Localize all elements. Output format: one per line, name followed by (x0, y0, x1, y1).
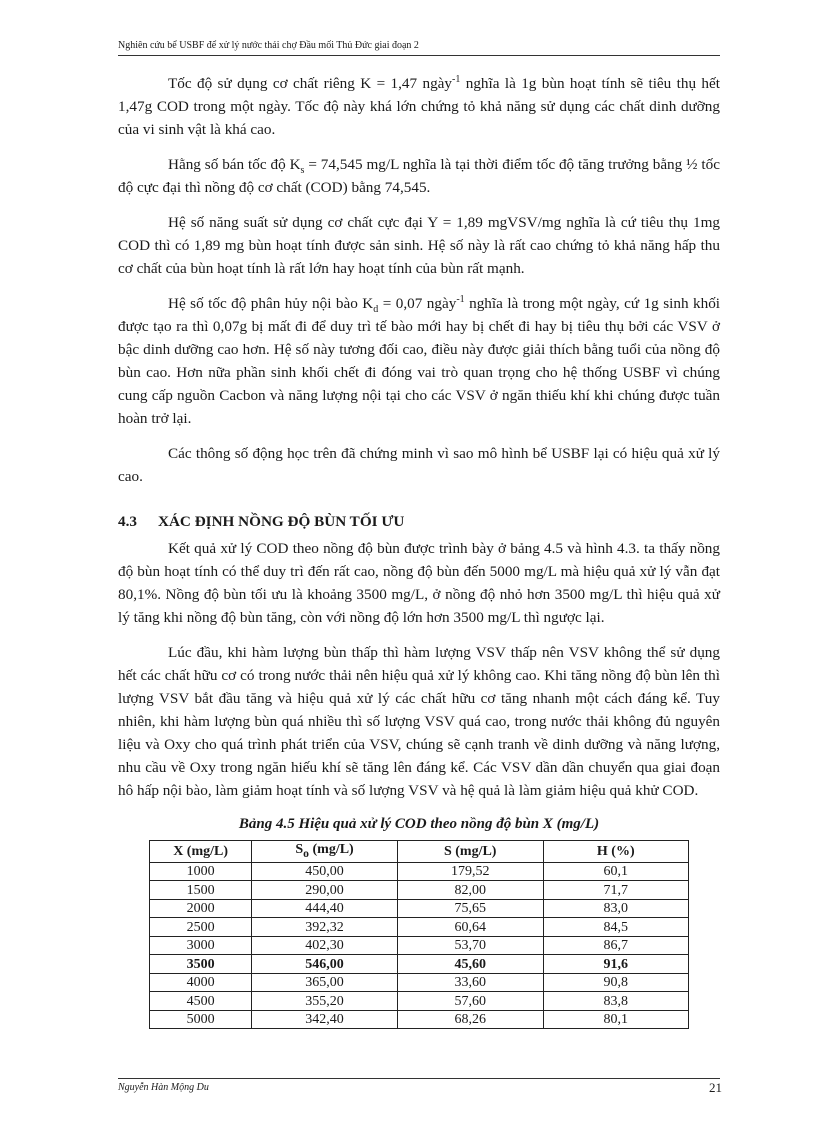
header-x: X (mg/L) (150, 841, 252, 863)
header-h: H (%) (543, 841, 688, 863)
table-caption: Bảng 4.5 Hiệu quả xử lý COD theo nồng độ bùn X (mg/L) (238, 816, 600, 832)
paragraph-decay-coefficient: Hệ số tốc độ phân hủy nội bào $K_d = 0,07$ ngày$^{-1}$ nghĩa là trong một ngày, cứ 1g sinh khối được tạo ra thì 0,07g bị mất đi để duy trì tế bào mới hay bị chết đi hay bị tiêu thụ bởi các VSV ở bậc dinh dưỡng cao hơn. Hệ số này tương đối cao, điều này được giải thích bằng tuổi của nồng độ bùn cao. Hơn nữa phần sinh khối chết đi đóng vai trò quan trọng cho hệ thống USBF vì chúng cung cấp nguồn Cacbon và năng lượng nội tại cho các VSV ở ngăn thiếu khí khi chúng được tuần hoàn trở lại. (118, 293, 721, 427)
table-row: 4500 355,20 57,60 83,8 (150, 992, 689, 1011)
header-title: Nghiên cứu bể USBF để xử lý nước thải chợ Đầu mối Thủ Đức giai đoạn 2 (118, 40, 419, 51)
paragraph-specific-rate: Tốc độ sử dụng cơ chất riêng K = 1,47 ngày$^{-1}$ nghĩa là 1g bùn hoạt tính sẽ tiêu thụ hết 1,47g COD trong một ngày. Tốc độ này khá lớn chứng tỏ khả năng sử dụng các chất dinh dưỡng của vi sinh vật là khá cao. (118, 73, 720, 138)
table-row: 1000 450,00 179,52 60,1 (150, 862, 689, 881)
table-row: 5000 342,40 68,26 80,1 (150, 1010, 689, 1029)
paragraph-conclusion: Các thông số động học trên đã chứng minh vì sao mô hình bể USBF lại có hiệu quả xử lý cao. (118, 445, 720, 485)
cod-efficiency-table (149, 840, 689, 1029)
footer-divider (118, 1078, 720, 1079)
header-s: S (mg/L) (397, 841, 543, 863)
table-row: 1500 290,00 82,00 71,7 (150, 881, 689, 900)
paragraph-yield-coefficient: Hệ số năng suất sử dụng cơ chất cực đại Y = 1,89 mgVSV/mg nghĩa là cứ tiêu thụ 1mg COD thì có 1,89 mg bùn hoạt tính được sản sinh. Hệ số này là rất cao chứng tỏ khả năng hấp thu cơ chất của bùn hoạt tính là rất lớn hay hoạt tính của bùn rất mạnh. (118, 214, 720, 277)
footer-author: Nguyễn Hàn Mộng Du (118, 1082, 209, 1093)
table-row-optimal: 3500 546,00 45,60 91,6 (150, 955, 689, 974)
section-title: XÁC ĐỊNH NỒNG ĐỘ BÙN TỐI ƯU (158, 513, 405, 530)
paragraph-sludge-explanation: Lúc đầu, khi hàm lượng bùn thấp thì hàm lượng VSV thấp nên VSV không thể sử dụng hết các chất hữu cơ có trong nước thải nên hiệu quả xử lý không cao. Khi tăng nồng độ bùn lên thì lượng VSV bắt đầu tăng và hiệu quả xử lý các chất hữu cơ tăng nhanh một cách đáng kể. Tuy nhiên, khi hàm lượng bùn quá nhiều thì số lượng VSV quá cao, trong nước thải không đủ nguyên liệu và Oxy cho quá trình phát triển của VSV, chúng sẽ cạnh tranh về dinh dưỡng và năng lượng, nhu cầu về Oxy trong ngăn hiếu khí sẽ tăng lên đáng kể. Các VSV dần dần chuyển qua giai đoạn hô hấp nội bào, làm giảm hoạt tính và số lượng VSV và hệ quả là làm giảm hiệu quả khử COD. (118, 644, 720, 799)
table-row: 4000 365,00 33,60 90,8 (150, 973, 689, 992)
page-header (118, 40, 720, 56)
table-row: 2500 392,32 60,64 84,5 (150, 918, 689, 937)
table-row: 2000 444,40 75,65 83,0 (150, 899, 689, 918)
paragraph-optimal-sludge: Kết quả xử lý COD theo nồng độ bùn được trình bày ở bảng 4.5 và hình 4.3. ta thấy nồng độ bùn hoạt tính có thể duy trì đến rất cao, nồng độ bùn đến 5000 mg/L mà hiệu quả xử lý vẫn đạt 80,1%. Nồng độ bùn tối ưu là khoảng 3500 mg/L, ở nồng độ nhỏ hơn 3500 mg/L thì hiệu quả xử lý tăng khi nồng độ bùn tăng, còn với nồng độ lớn hơn 3500 mg/L thì ngược lại. (118, 540, 720, 626)
paragraph-half-rate-constant: Hằng số bán tốc độ $K_s = 74,545$ mg/L nghĩa là tại thời điểm tốc độ tăng trưởng bằng ½ tốc độ cực đại thì nồng độ cơ chất (COD) bằng 74,545. (118, 156, 720, 196)
page-number: 21 (709, 1080, 722, 1095)
section-heading (118, 510, 720, 533)
table-row: 3000 402,30 53,70 86,7 (150, 936, 689, 955)
header-so: $S_o$ (mg/L) (252, 841, 398, 863)
section-number: 4.3 (118, 513, 137, 530)
page-content (118, 72, 720, 1029)
table-header-row (150, 841, 689, 863)
